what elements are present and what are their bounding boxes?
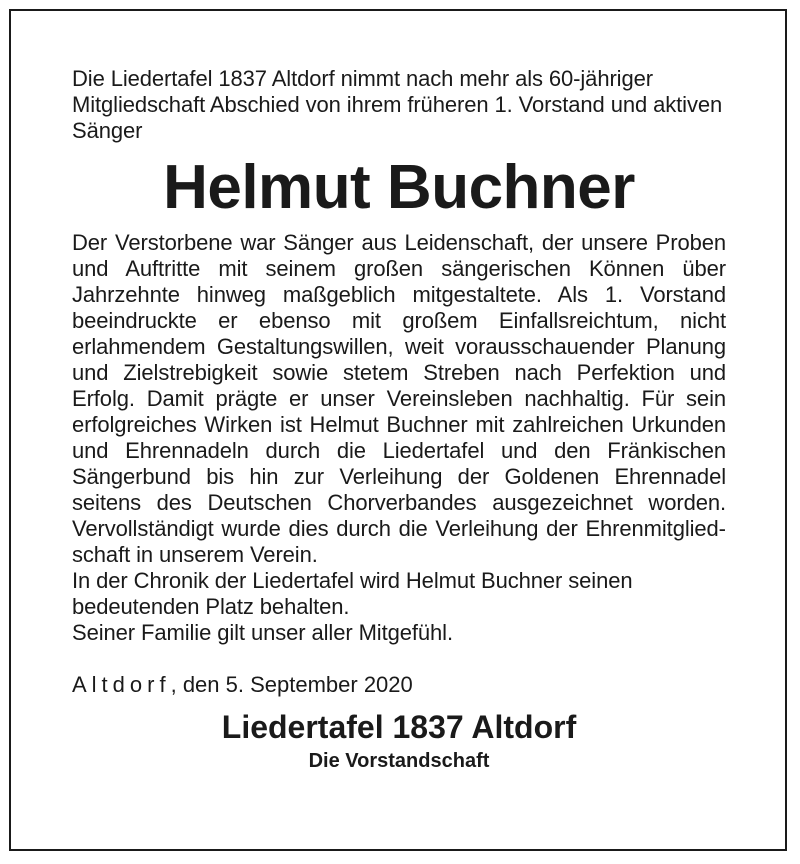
date-text: , den 5. September 2020 xyxy=(170,672,413,697)
chronicle-text: In der Chronik der Liedertafel wird Helmut Buchner seinen bedeutenden Platz behalten. xyxy=(72,568,633,619)
obituary-notice xyxy=(72,66,726,774)
tribute-text: Der Verstorbene war Sänger aus Leidenschaft, der unsere Proben und Auftritte mit seinem großen sängerischen Können über Jahrzehnte hinweg maßgeblich mitgestaltete. Als 1. Vorstand beeindruckte er ebenso mit großem Einfallsreichtum, nicht erlahmendem Gestaltungswillen, weit vorausschauender Planung und Zielstrebigkeit sowie stetem Streben nach Perfektion und Erfolg. Damit prägte er unser Vereinsleben nachhaltig. Für sein erfolgreiches Wirken ist Helmut Buchner mit zahlreichen Urkunden und Ehrennadeln durch die Liedertafel und den Fränkischen Sängerbund bis hin zur Verleihung der Goldenen Ehrennadel seitens des Deutschen Chorverbandes ausgezeichnet worden. Vervollständigt wurde dies durch die Verleihung der Ehrenmitgliedschaft in unserem Verein. xyxy=(72,230,726,567)
intro-text: Die Liedertafel 1837 Altdorf nimmt nach mehr als 60-jähriger Mitgliedschaft Abschied von ihrem früheren 1. Vorstand und aktiven Sänger xyxy=(72,66,723,143)
place-date xyxy=(72,672,726,698)
board-signature: Die Vorstandschaft xyxy=(308,750,490,772)
organization-name: Liedertafel 1837 Altdorf xyxy=(221,709,577,745)
place-name: Altdorf xyxy=(72,672,171,697)
deceased-name: Helmut Buchner xyxy=(163,153,635,222)
condolence-text: Seiner Familie gilt unser aller Mitgefühl. xyxy=(72,620,453,645)
